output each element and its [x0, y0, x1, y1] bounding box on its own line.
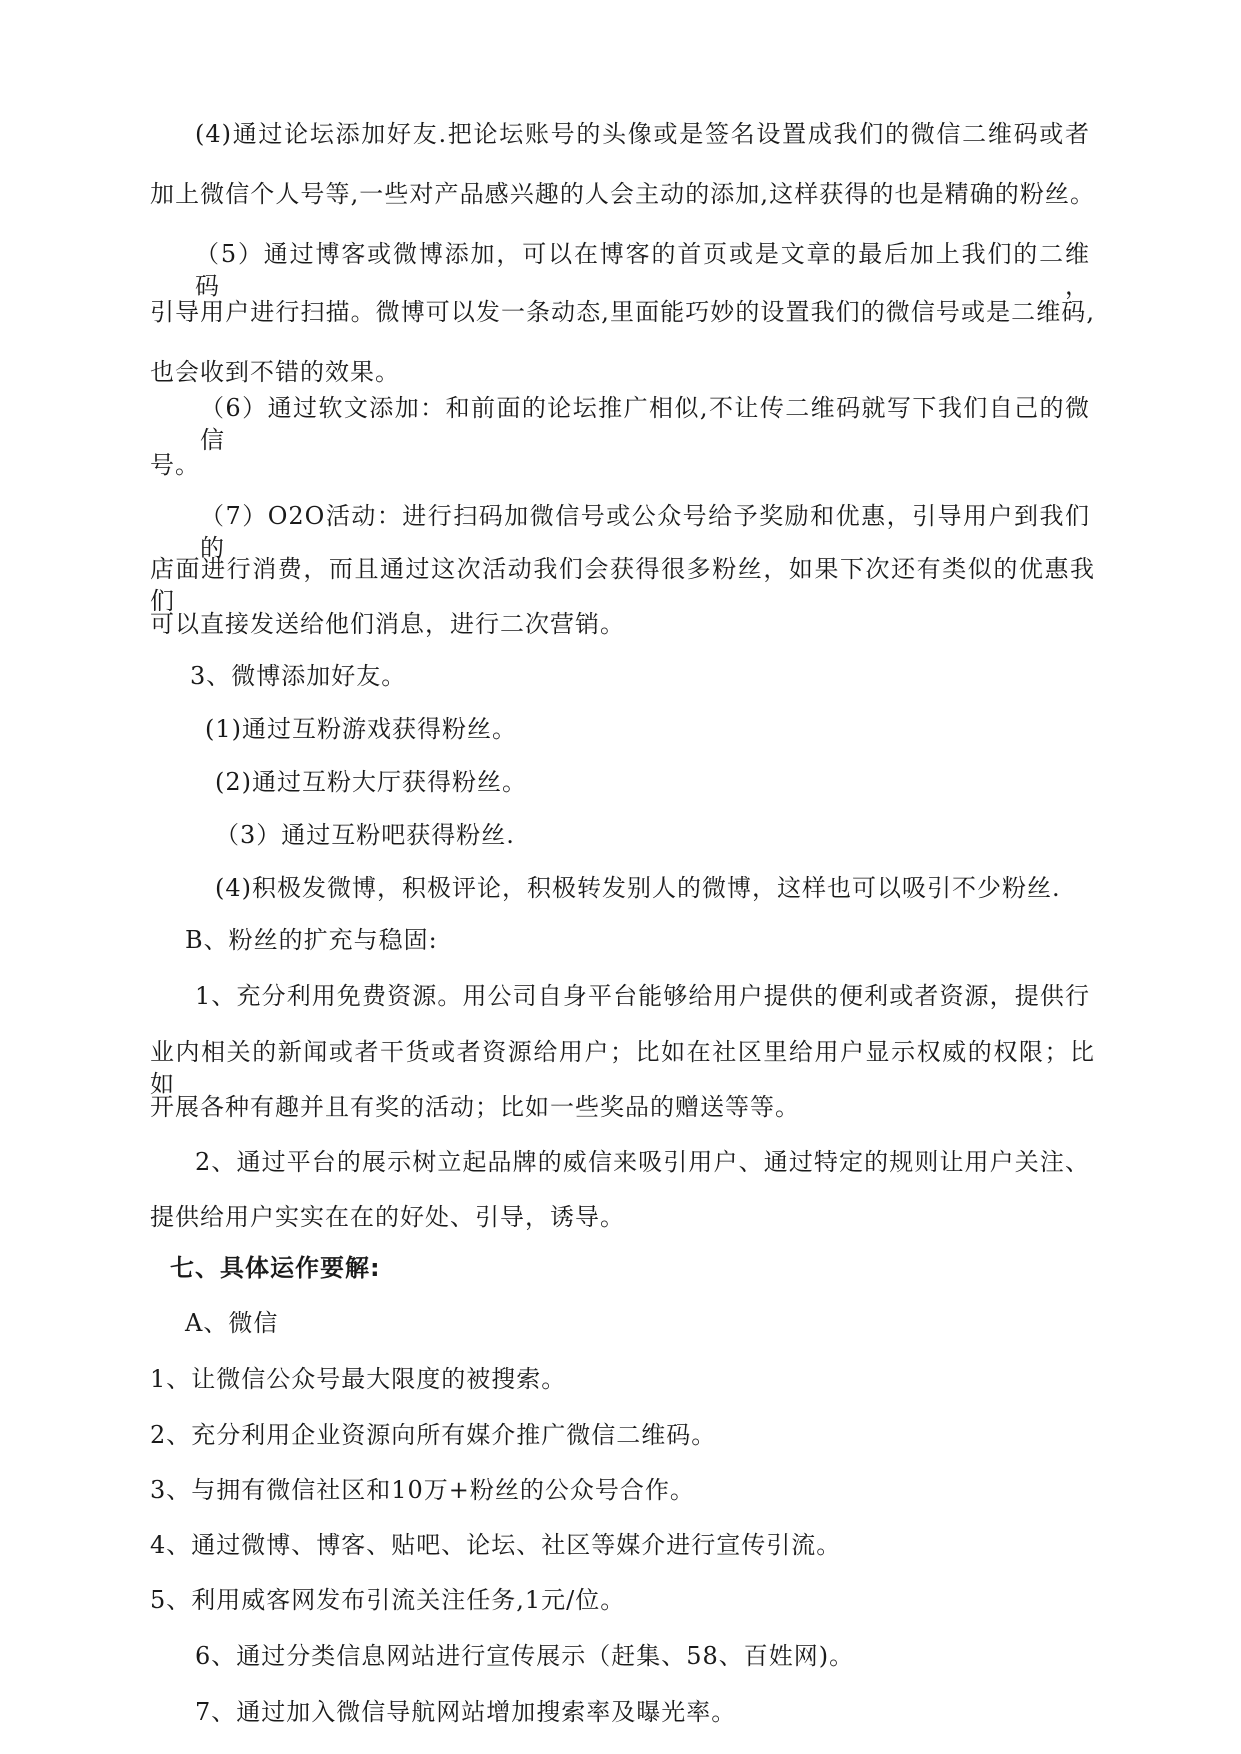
paragraph-line: 店面进行消费，而且通过这次活动我们会获得很多粉丝，如果下次还有类似的优惠我们: [150, 555, 1095, 615]
section-item: B、粉丝的扩充与稳固:: [185, 926, 438, 954]
list-item: (4)积极发微博，积极评论，积极转发别人的微博，这样也可以吸引不少粉丝.: [215, 874, 1061, 902]
list-item: 6、通过分类信息网站进行宣传展示（赶集、58、百姓网)。: [195, 1642, 855, 1670]
paragraph-line: 开展各种有趣并且有奖的活动；比如一些奖品的赠送等等。: [150, 1093, 800, 1121]
list-item: 3、与拥有微信社区和10万+粉丝的公众号合作。: [150, 1476, 695, 1504]
paragraph-line: 也会收到不错的效果。: [150, 358, 400, 386]
list-item: （3）通过互粉吧获得粉丝.: [215, 821, 515, 849]
paragraph-line: 引导用户进行扫描。微博可以发一条动态,里面能巧妙的设置我们的微信号或是二维码,: [150, 298, 1095, 326]
paragraph-line: 1、充分利用免费资源。用公司自身平台能够给用户提供的便利或者资源，提供行: [195, 982, 1090, 1010]
paragraph-line: （7）O2O活动：进行扫码加微信号或公众号给予奖励和优惠，引导用户到我们的: [200, 502, 1090, 562]
list-item: 2、充分利用企业资源向所有媒介推广微信二维码。: [150, 1421, 717, 1449]
paragraph-line: （6）通过软文添加：和前面的论坛推广相似,不让传二维码就写下我们自己的微信: [200, 394, 1090, 454]
paragraph-line: (4)通过论坛添加好友.把论坛账号的头像或是签名设置成我们的微信二维码或者: [195, 120, 1090, 148]
paragraph-line: 2、通过平台的展示树立起品牌的威信来吸引用户、通过特定的规则让用户关注、: [195, 1148, 1090, 1176]
section-item: 3、微博添加好友。: [190, 662, 407, 690]
list-item: 5、利用威客网发布引流关注任务,1元/位。: [150, 1586, 626, 1614]
paragraph-line: 号。: [150, 451, 200, 479]
paragraph-line: 加上微信个人号等,一些对产品感兴趣的人会主动的添加,这样获得的也是精确的粉丝。: [150, 180, 1095, 208]
list-item: 1、让微信公众号最大限度的被搜索。: [150, 1365, 567, 1393]
subsection-heading: A、微信: [185, 1309, 279, 1337]
paragraph-line: 业内相关的新闻或者干货或者资源给用户；比如在社区里给用户显示权威的权限；比如: [150, 1038, 1095, 1098]
paragraph-line: 提供给用户实实在在的好处、引导，诱导。: [150, 1203, 625, 1231]
list-item: 4、通过微博、博客、贴吧、论坛、社区等媒介进行宣传引流。: [150, 1531, 842, 1559]
paragraph-line: 可以直接发送给他们消息，进行二次营销。: [150, 610, 625, 638]
paragraph-line: （5）通过博客或微博添加，可以在博客的首页或是文章的最后加上我们的二维码，: [195, 240, 1090, 300]
list-item: (2)通过互粉大厅获得粉丝。: [215, 768, 527, 796]
list-item: 7、通过加入微信导航网站增加搜索率及曝光率。: [195, 1698, 737, 1726]
section-heading: 七、具体运作要解:: [170, 1254, 381, 1282]
list-item: (1)通过互粉游戏获得粉丝。: [205, 715, 517, 743]
